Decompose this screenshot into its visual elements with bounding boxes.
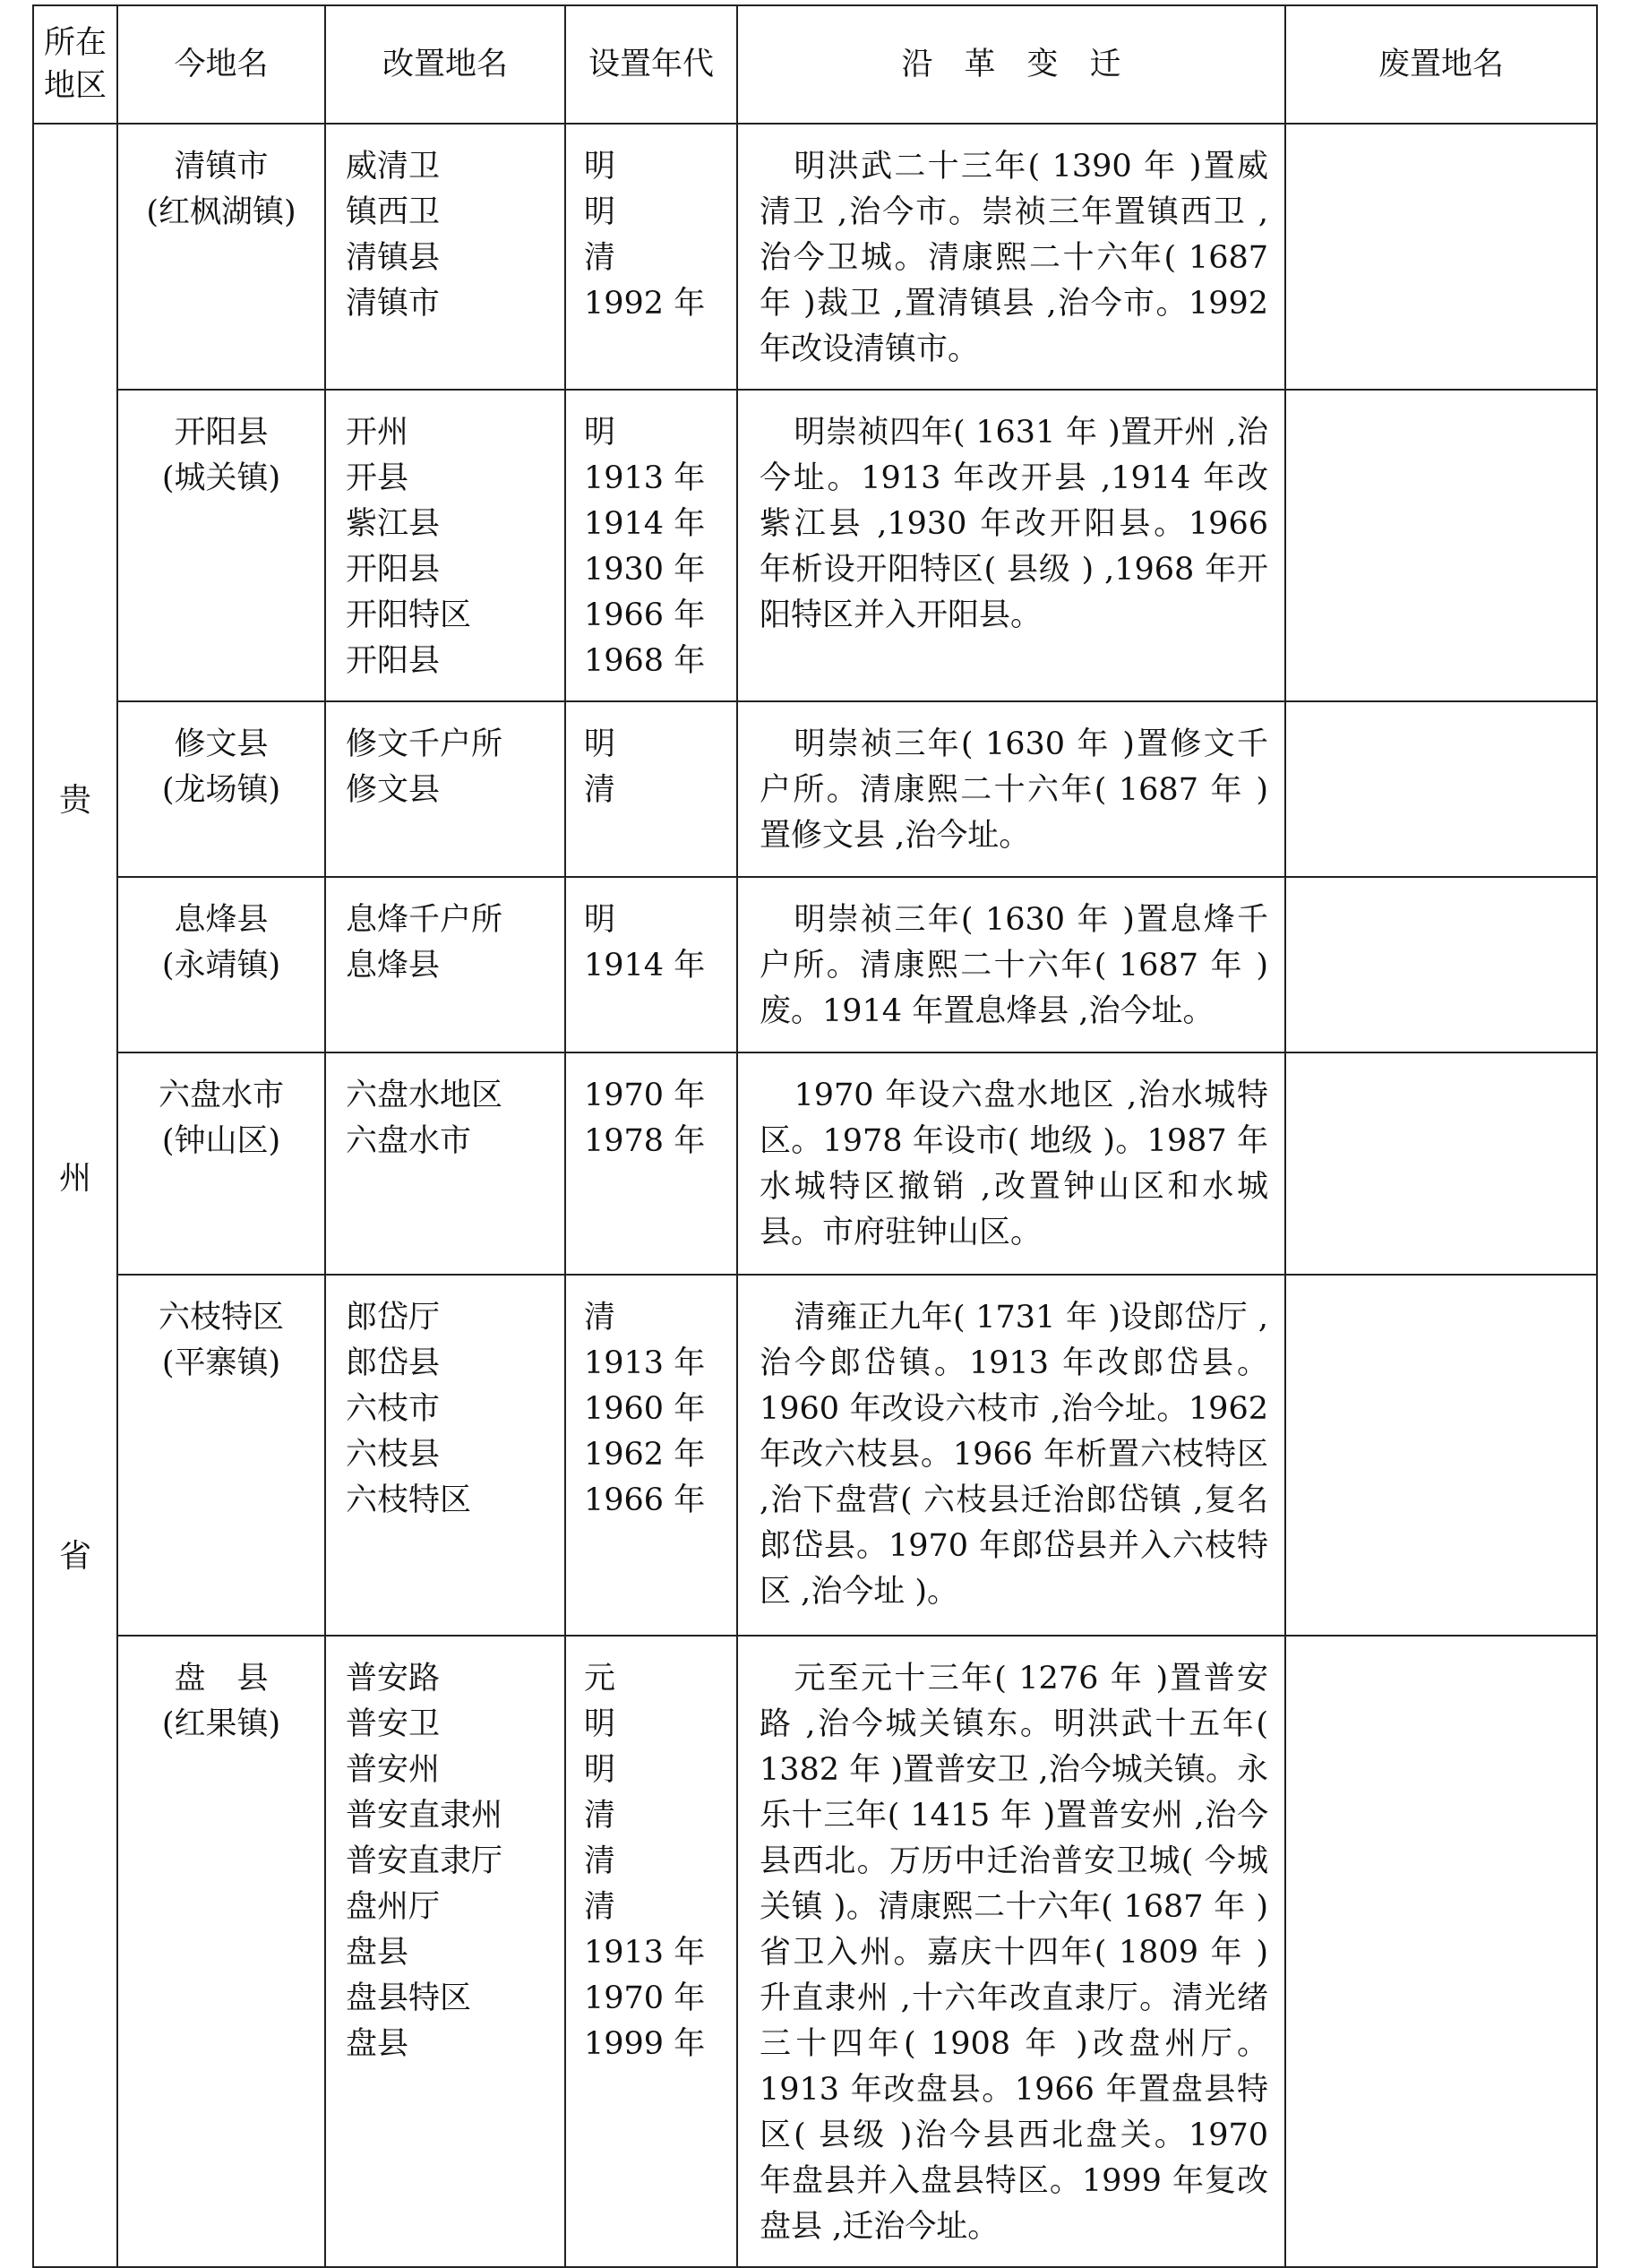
changed-names-cell xyxy=(325,877,565,1052)
changed-name: 六枝市 xyxy=(346,1391,441,1427)
changed-name: 普安州 xyxy=(346,1752,441,1788)
years-cell xyxy=(565,124,737,390)
changed-name: 郎岱县 xyxy=(346,1345,441,1381)
history-cell xyxy=(737,701,1285,877)
year-value: 1999 年 xyxy=(584,2026,706,2062)
table-row xyxy=(33,701,1597,877)
region-char: 贵 xyxy=(58,782,91,819)
history-cell xyxy=(737,390,1285,701)
header-region: 所在 地区 xyxy=(33,5,117,124)
header-year: 设置年代 xyxy=(565,5,737,124)
changed-name: 六盘水市 xyxy=(346,1123,472,1159)
year-value: 1914 年 xyxy=(584,506,706,542)
year-value: 1968 年 xyxy=(584,643,706,679)
changed-names-cell xyxy=(325,1052,565,1275)
region-char: 省 xyxy=(58,1538,91,1575)
changed-name: 清镇县 xyxy=(346,240,441,276)
changed-name: 普安路 xyxy=(346,1661,441,1697)
history-text: 1970 年设六盘水地区 ,治水城特区。1978 年设市( 地级 )。1987 年水城特区撤销 ,改置钟山区和水城县。市府驻钟山区。 xyxy=(760,1078,1268,1250)
current-seat: (红果镇) xyxy=(161,1706,281,1742)
year-value: 明 xyxy=(584,726,616,762)
table-row xyxy=(33,1052,1597,1275)
changed-name: 六枝特区 xyxy=(346,1482,472,1518)
changed-name: 威清卫 xyxy=(346,149,441,185)
year-value: 1992 年 xyxy=(584,286,706,322)
history-cell xyxy=(737,877,1285,1052)
current-name: 六盘水市 xyxy=(158,1078,284,1113)
changed-name: 紫江县 xyxy=(346,506,441,542)
history-text: 明崇祯三年( 1630 年 )置修文千户所。清康熙二十六年( 1687 年 )置修文县 ,治今址。 xyxy=(760,726,1268,854)
header-abolished-name: 废置地名 xyxy=(1285,5,1597,124)
changed-name: 镇西卫 xyxy=(346,194,441,230)
year-value: 明 xyxy=(584,902,616,938)
year-value: 明 xyxy=(584,1752,616,1788)
year-value: 1960 年 xyxy=(584,1391,706,1427)
changed-name: 盘州厅 xyxy=(346,1889,441,1925)
year-value: 1913 年 xyxy=(584,460,706,496)
changed-name: 普安卫 xyxy=(346,1706,441,1742)
year-value: 清 xyxy=(584,1300,616,1336)
current-name-cell xyxy=(117,701,325,877)
year-value: 明 xyxy=(584,1706,616,1742)
changed-name: 开阳县 xyxy=(346,552,441,588)
changed-name: 开县 xyxy=(346,460,409,496)
changed-name: 开阳县 xyxy=(346,643,441,679)
year-value: 清 xyxy=(584,1843,616,1879)
header-current-name: 今地名 xyxy=(117,5,325,124)
year-value: 明 xyxy=(584,149,616,185)
header-changed-name: 改置地名 xyxy=(325,5,565,124)
current-name: 息烽县 xyxy=(174,902,269,938)
history-text: 明崇祯三年( 1630 年 )置息烽千户所。清康熙二十六年( 1687 年 )废。1914 年置息烽县 ,治今址。 xyxy=(760,902,1268,1029)
current-name: 修文县 xyxy=(174,726,269,762)
years-cell xyxy=(565,390,737,701)
table-row xyxy=(33,390,1597,701)
year-value: 明 xyxy=(584,415,616,451)
changed-name: 六盘水地区 xyxy=(346,1078,503,1113)
current-name-cell xyxy=(117,390,325,701)
place-name-table xyxy=(32,4,1598,2268)
history-text: 明洪武二十三年( 1390 年 )置威清卫 ,治今市。崇祯三年置镇西卫 ,治今卫城。清康熙二十六年( 1687 年 )裁卫 ,置清镇县 ,治今市。1992 年改设清镇市。 xyxy=(760,149,1268,367)
current-name-cell xyxy=(117,1275,325,1636)
changed-name: 普安直隶厅 xyxy=(346,1843,503,1879)
abolished-name-cell xyxy=(1285,701,1597,877)
years-cell xyxy=(565,701,737,877)
table-header-row xyxy=(33,5,1597,124)
changed-name: 六枝县 xyxy=(346,1437,441,1473)
abolished-name-cell xyxy=(1285,1052,1597,1275)
table-row xyxy=(33,1275,1597,1636)
year-value: 1913 年 xyxy=(584,1935,706,1971)
current-seat: (红枫湖镇) xyxy=(146,194,296,230)
header-history: 沿 革 变 迁 xyxy=(737,5,1285,124)
current-name-cell xyxy=(117,877,325,1052)
year-value: 1970 年 xyxy=(584,1078,706,1113)
abolished-name-cell xyxy=(1285,390,1597,701)
table-row xyxy=(33,877,1597,1052)
years-cell xyxy=(565,877,737,1052)
history-cell xyxy=(737,1052,1285,1275)
region-char: 州 xyxy=(58,1160,91,1197)
year-value: 清 xyxy=(584,1889,616,1925)
history-text: 明崇祯四年( 1631 年 )置开州 ,治今址。1913 年改开县 ,1914 年改紫江县 ,1930 年改开阳县。1966 年析设开阳特区( 县级 ) ,1968 年开阳特区并入开阳县。 xyxy=(760,415,1268,633)
changed-name: 息烽县 xyxy=(346,948,441,984)
changed-names-cell xyxy=(325,701,565,877)
changed-names-cell xyxy=(325,1275,565,1636)
changed-name: 清镇市 xyxy=(346,286,441,322)
changed-name: 郎岱厅 xyxy=(346,1300,441,1336)
current-name-cell xyxy=(117,124,325,390)
abolished-name-cell xyxy=(1285,1275,1597,1636)
year-value: 1966 年 xyxy=(584,1482,706,1518)
year-value: 元 xyxy=(584,1661,616,1697)
current-name: 清镇市 xyxy=(174,149,269,185)
changed-names-cell xyxy=(325,124,565,390)
current-seat: (龙场镇) xyxy=(161,772,281,808)
years-cell xyxy=(565,1636,737,2267)
year-value: 1966 年 xyxy=(584,597,706,633)
abolished-name-cell xyxy=(1285,124,1597,390)
changed-name: 修文千户所 xyxy=(346,726,503,762)
history-cell xyxy=(737,1275,1285,1636)
current-seat: (平寨镇) xyxy=(161,1345,281,1381)
history-text: 元至元十三年( 1276 年 )置普安路 ,治今城关镇东。明洪武十五年( 1382 年 )置普安卫 ,治今城关镇。永乐十三年( 1415 年 )置普安州 ,治今县西北。万历中迁治普安卫城( 今城关镇 )。清康熙二十六年( 1687 年 )省卫入州。嘉庆十四年( 1809 年 )升直隶州 ,十六年改直隶厅。清光绪三十四年( 1908 年 )改盘州厅。1913 年改盘县。1966 年置盘县特区( 县级 )治今县西北盘关。1970 年盘县并入盘县特区。1999 年复改盘县 ,迁治今址。 xyxy=(760,1661,1268,2245)
changed-name: 盘县 xyxy=(346,1935,409,1971)
current-name: 开阳县 xyxy=(174,415,269,451)
current-name: 盘 县 xyxy=(174,1661,269,1697)
current-name-cell xyxy=(117,1052,325,1275)
years-cell xyxy=(565,1052,737,1275)
year-value: 1914 年 xyxy=(584,948,706,984)
year-value: 清 xyxy=(584,772,616,808)
current-seat: (永靖镇) xyxy=(161,948,281,984)
region-cell xyxy=(33,124,117,2267)
year-value: 1913 年 xyxy=(584,1345,706,1381)
history-text: 清雍正九年( 1731 年 )设郎岱厅 ,治今郎岱镇。1913 年改郎岱县。1960 年改设六枝市 ,治今址。1962 年改六枝县。1966 年析置六枝特区 ,治下盘营( 六枝县迁治郎岱镇 ,复名郎岱县。1970 年郎岱县并入六枝特区 ,治今址 )。 xyxy=(760,1300,1268,1610)
year-value: 1978 年 xyxy=(584,1123,706,1159)
current-seat: (钟山区) xyxy=(161,1123,281,1159)
current-name-cell xyxy=(117,1636,325,2267)
table-row xyxy=(33,124,1597,390)
year-value: 清 xyxy=(584,240,616,276)
history-cell xyxy=(737,124,1285,390)
year-value: 1930 年 xyxy=(584,552,706,588)
year-value: 清 xyxy=(584,1798,616,1834)
abolished-name-cell xyxy=(1285,877,1597,1052)
history-cell xyxy=(737,1636,1285,2267)
year-value: 1970 年 xyxy=(584,1980,706,2016)
changed-name: 盘县特区 xyxy=(346,1980,472,2016)
changed-name: 修文县 xyxy=(346,772,441,808)
changed-names-cell xyxy=(325,1636,565,2267)
year-value: 明 xyxy=(584,194,616,230)
changed-name: 普安直隶州 xyxy=(346,1798,503,1834)
changed-names-cell xyxy=(325,390,565,701)
years-cell xyxy=(565,1275,737,1636)
year-value: 1962 年 xyxy=(584,1437,706,1473)
changed-name: 开阳特区 xyxy=(346,597,472,633)
abolished-name-cell xyxy=(1285,1636,1597,2267)
current-seat: (城关镇) xyxy=(161,460,281,496)
changed-name: 息烽千户所 xyxy=(346,902,503,938)
table-row xyxy=(33,1636,1597,2267)
changed-name: 盘县 xyxy=(346,2026,409,2062)
changed-name: 开州 xyxy=(346,415,409,451)
current-name: 六枝特区 xyxy=(158,1300,284,1336)
